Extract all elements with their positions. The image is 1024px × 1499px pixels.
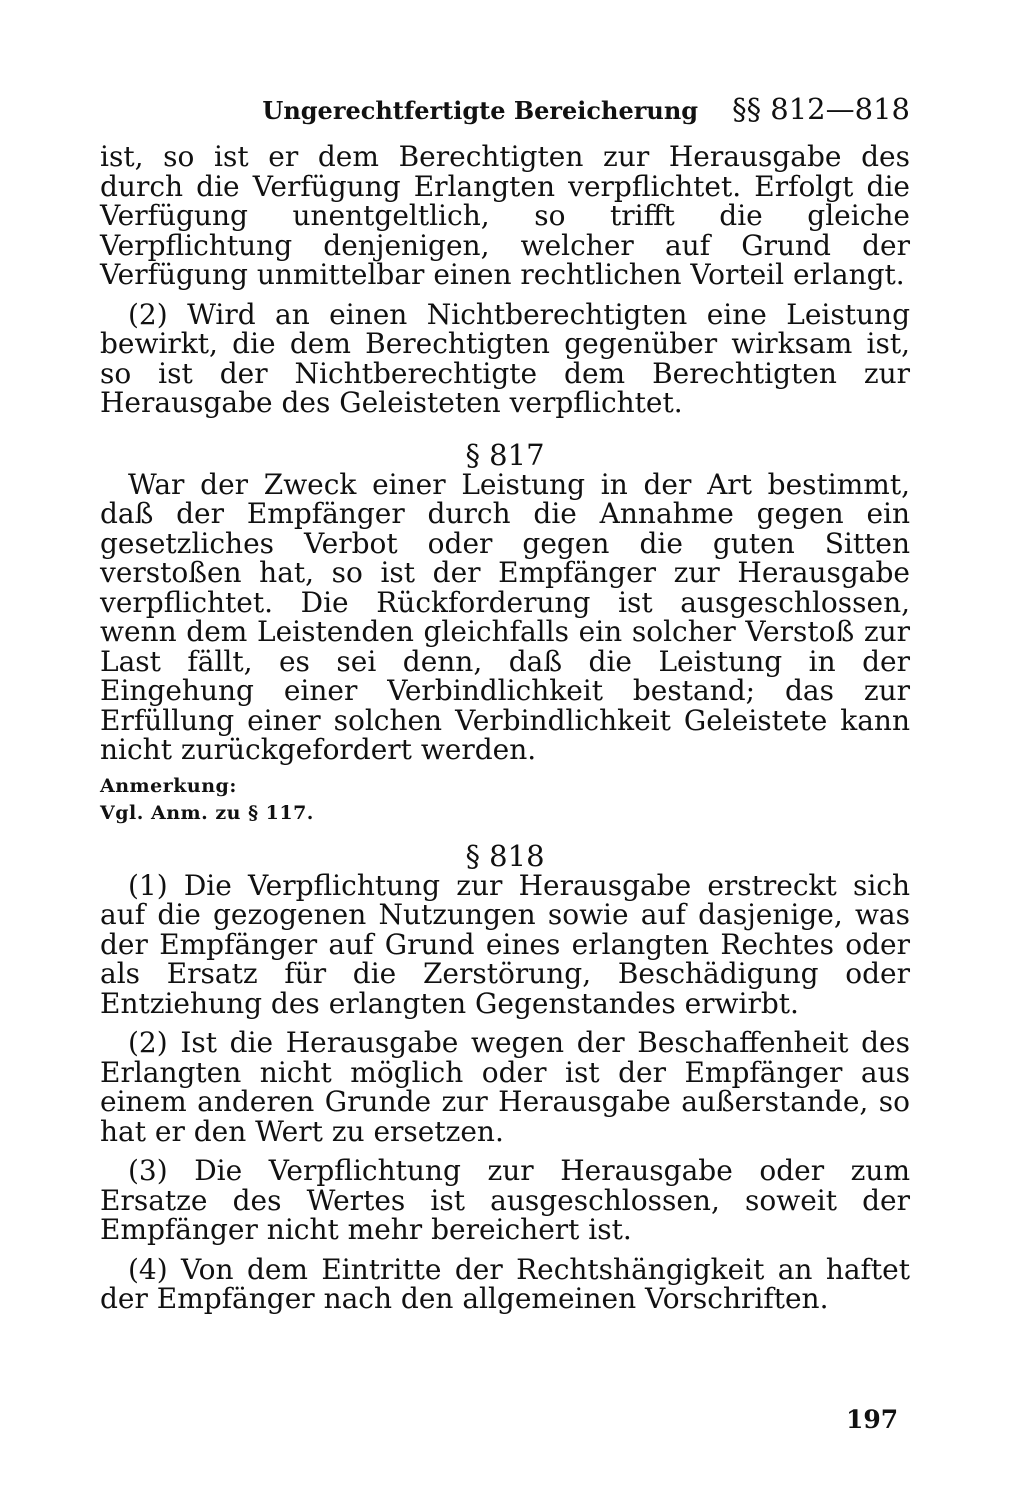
annotation-label: Anmerkung: [100, 774, 237, 797]
annotation-block [100, 773, 910, 827]
header-title: Ungerechtfertigte Bereicherung [262, 96, 699, 125]
paragraph-816-2: (2) Wird an einen Nichtberechtigten eine Leistung bewirkt, die dem Berechtigten gegenüber wirksam ist, so ist der Nichtberechtigte dem Berechtigten zur Herausgabe des Geleisteten verpflichtet. [100, 297, 910, 419]
section-817-text: War der Zweck einer Leistung in der Art bestimmt, daß der Empfänger durch die Annahme gegen ein gesetzliches Verbot oder gegen die guten Sitten verstoßen hat, so ist der Empfänger zur Herausgabe verpflichtet. Die Rückforderung ist ausgeschlossen, wenn dem Leistenden gleichfalls ein solcher Verstoß zur Last fällt, es sei denn, daß die Leistung in der Eingehung einer Verbindlichkeit bestand; das zur Erfüllung einer solchen Verbindlichkeit Geleistete kann nicht zurückgefordert werden. [100, 467, 910, 766]
page-number: 197 [846, 1405, 899, 1434]
section-818-paragraph-3: (3) Die Verpflichtung zur Herausgabe oder zum Ersatze des Wertes ist ausgeschlossen, soweit der Empfänger nicht mehr bereichert ist. [100, 1154, 910, 1246]
paragraph-continuation: ist, so ist er dem Berechtigten zur Herausgabe des durch die Verfügung Erlangten verpflichtet. Erfolgt die Verfügung unentgeltlich, so trifft die gleiche Verpflichtung denjenigen, welcher auf Grund der Verfügung unmittelbar einen rechtlichen Vorteil erlangt. [100, 140, 910, 291]
section-818-paragraph-1: (1) Die Verpflichtung zur Herausgabe erstreckt sich auf die gezogenen Nutzungen sowie auf dasjenige, was der Empfänger auf Grund eines erlangten Rechtes oder als Ersatz für die Zerstörung, Beschädigung oder Entziehung des erlangten Gegenstandes erwirbt. [100, 868, 910, 1020]
section-817-heading: § 817 [465, 437, 545, 472]
section-818-heading: § 818 [465, 838, 545, 873]
header-section-range: §§ 812—818 [732, 92, 910, 126]
running-header [100, 92, 910, 142]
section-818-paragraph-2: (2) Ist die Herausgabe wegen der Beschaffenheit des Erlangten nicht möglich oder ist der Empfänger aus einem anderen Grunde zur Herausgabe außerstande, so hat er den Wert zu ersetzen. [100, 1026, 910, 1148]
annotation-text: Vgl. Anm. zu § 117. [100, 801, 314, 824]
document-page [100, 92, 910, 1314]
section-818-paragraph-4: (4) Von dem Eintritte der Rechtshängigkeit an haftet der Empfänger nach den allgemeinen Vorschriften. [100, 1252, 910, 1315]
